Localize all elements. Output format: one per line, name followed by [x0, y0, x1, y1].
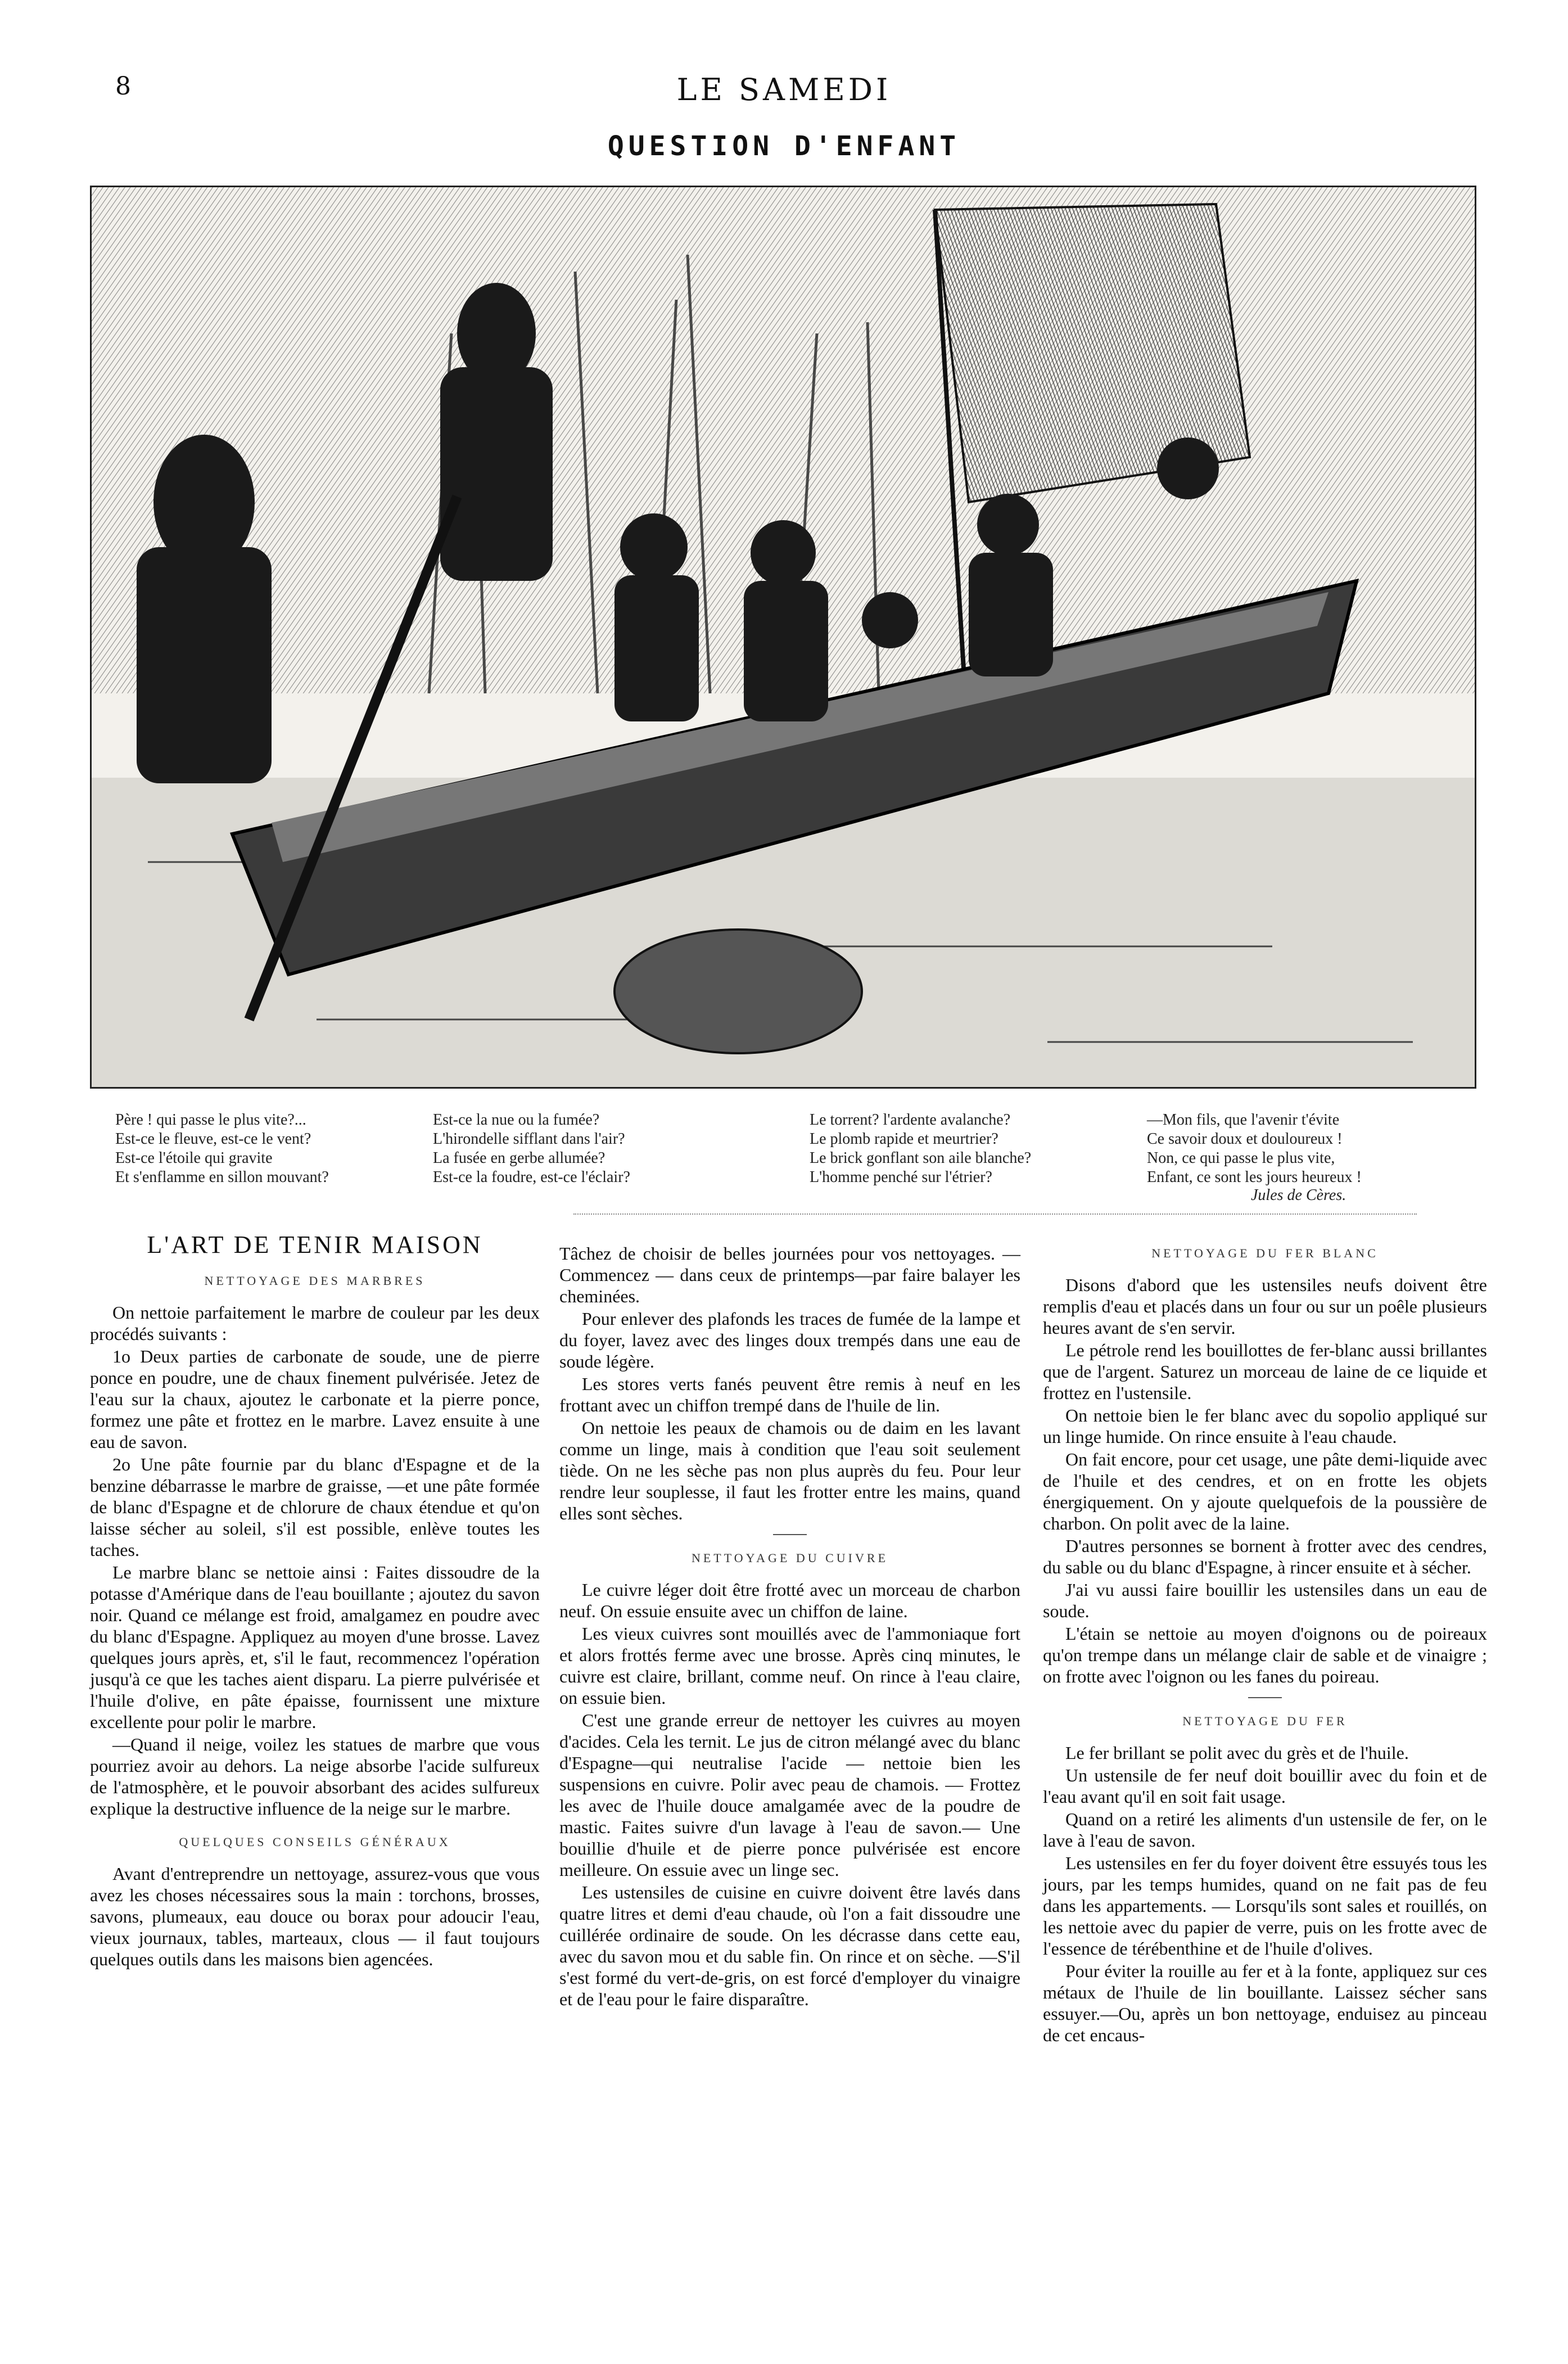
paragraph: Les vieux cuivres sont mouillés avec de l'ammoniaque fort et alors frottés ferme avec une brosse. Après cinq minutes, le cuivre est claire, brillant, comme neuf. On rince à l'eau claire, on essuie bien. — [559, 1623, 1020, 1708]
paragraph: J'ai vu aussi faire bouillir les ustensiles dans un eau de soude. — [1043, 1580, 1487, 1621]
section-heading: QUELQUES CONSEILS GÉNÉRAUX — [179, 1835, 451, 1849]
poem-line: Ce savoir doux et douloureux ! — [1147, 1130, 1343, 1148]
poem-line: Le plomb rapide et meurtrier? — [810, 1130, 998, 1148]
paragraph: Disons d'abord que les ustensiles neufs doivent être remplis d'eau et placés dans un four ou sur un poêle plusieurs heures avant de s'en servir. — [1043, 1275, 1487, 1338]
poem-stanza-2 — [433, 1111, 630, 1187]
poem-line: L'homme penché sur l'étrier? — [810, 1169, 992, 1186]
poem-line: Père ! qui passe le plus vite?... — [115, 1111, 306, 1129]
poem-line: Est-ce la foudre, est-ce l'éclair? — [433, 1169, 630, 1186]
section-rule — [773, 1534, 807, 1535]
dotted-divider — [573, 1213, 1417, 1215]
paragraph: Pour enlever des plafonds les traces de fumée de la lampe et du foyer, lavez avec des linges doux trempés dans une eau de soude légère. — [559, 1309, 1020, 1372]
paragraph: Le fer brillant se polit avec du grès et de l'huile. — [1065, 1743, 1409, 1763]
article-column-3 — [1043, 1243, 1487, 2047]
paragraph: 2o Une pâte fournie par du blanc d'Espagne et de la benzine débarrasse le marbre de graisse, —et une pâte formée de blanc d'Espagne et de chlorure de chaux étendue et qu'on laisse sécher au soleil, s'il est possible, enlève toutes les taches. — [90, 1454, 540, 1560]
paragraph: Les ustensiles de cuisine en cuivre doivent être lavés dans quatre litres et demi d'eau chaude, où l'on a fait dissoudre une cuillérée ordinaire de soude. On les décrasse dans cette eau, avec du savon mou et du sable fin. On rince et on sèche. —S'il s'est formé du vert-de-gris, on est forcé d'employer du vinaigre et de l'eau pour le faire disparaître. — [559, 1882, 1020, 2009]
journal-title: LE SAMEDI — [676, 72, 892, 107]
paragraph: Un ustensile de fer neuf doit bouillir avec du foin et de l'eau avant qu'il en soit fait usage. — [1043, 1765, 1487, 1807]
paragraph: On nettoie les peaux de chamois ou de daim en les lavant comme un linge, mais à condition que l'eau soit seulement tiède. On ne les sèche pas non plus auprès du feu. Pour leur rendre leur souplesse, il faut les frotter entre les mains, quand elles sont sèches. — [559, 1418, 1020, 1523]
boat-scene-image — [92, 187, 1475, 1087]
article-column-2 — [559, 1243, 1020, 2011]
section-title: QUESTION D'ENFANT — [607, 130, 961, 162]
poem-line: La fusée en gerbe allumée? — [433, 1149, 605, 1167]
section-heading: NETTOYAGE DU FER BLANC — [1151, 1246, 1379, 1260]
paragraph: On nettoie bien le fer blanc avec du sopolio appliqué sur un linge humide. On rince ensuite à l'eau chaude. — [1043, 1405, 1487, 1447]
poem-author: Jules de Cères. — [1251, 1186, 1346, 1204]
section-heading: NETTOYAGE DU CUIVRE — [691, 1551, 889, 1565]
paragraph: L'étain se nettoie au moyen d'oignons ou de poireaux qu'on trempe dans un mélange clair de sable et de vinaigre ; on frotte avec l'oignon ou les fanes du poireau. — [1043, 1623, 1487, 1686]
poem-line: Est-ce l'étoile qui gravite — [115, 1149, 273, 1167]
paragraph: Pour éviter la rouille au fer et à la fonte, appliquez sur ces métaux de l'huile de lin bouillante. Laissez sécher sans essuyer.—Ou, après un bon nettoyage, enduisez au pinceau de cet encaus- — [1043, 1961, 1487, 2045]
article-column-1 — [90, 1231, 540, 1971]
paragraph: On nettoie parfaitement le marbre de couleur par les deux procédés suivants : — [90, 1302, 540, 1344]
paragraph: 1o Deux parties de carbonate de soude, une de pierre ponce en poudre, une de chaux finement pulvérisée. Jetez de l'eau sur la chaux, ajoutez le carbonate et la pierre ponce, formez une pâte et frottez en le marbre. Lavez ensuite à une eau de savon. — [90, 1346, 540, 1452]
poem-stanza-4 — [1147, 1111, 1362, 1187]
poem-line: Et s'enflamme en sillon mouvant? — [115, 1169, 329, 1186]
page-number: 8 — [115, 72, 131, 101]
section-rule — [1248, 1697, 1282, 1698]
engraving-illustration — [90, 186, 1476, 1089]
poem-line: Le torrent? l'ardente avalanche? — [810, 1111, 1011, 1129]
paragraph: C'est une grande erreur de nettoyer les cuivres au moyen d'acides. Cela les ternit. Le jus de citron mélangé avec du blanc d'Espagne—qui neutralise l'acide — nettoie bien les suspensions en cuivre. Polir avec peau de chamois. — Frottez les avec de l'huile douce amalgamée avec de la poudre de mastic. Faites suivre d'un lavage à l'eau de savon.— Une bouillie d'huile et de pierre ponce pulvérisée est encore meilleure. On essuie avec un linge sec. — [559, 1710, 1020, 1880]
paragraph: Quand on a retiré les aliments d'un ustensile de fer, on le lave à l'eau de savon. — [1043, 1809, 1487, 1851]
poem-line: Non, ce qui passe le plus vite, — [1147, 1149, 1335, 1167]
paragraph: Avant d'entreprendre un nettoyage, assurez-vous que vous avez les choses nécessaires sous la main : torchons, brosses, savons, plumeaux, eau douce ou borax pour adoucir l'eau, vieux journaux, tables, marteaux, clous — il faut toujours quelques outils dans les maisons bien agencées. — [90, 1864, 540, 1969]
paragraph: Le pétrole rend les bouillottes de fer-blanc aussi brillantes que de l'argent. Saturez un morceau de laine de ce liquide et frottez en l'ustensile. — [1043, 1340, 1487, 1403]
poem-stanza-1 — [115, 1111, 329, 1187]
poem-line: Est-ce le fleuve, est-ce le vent? — [115, 1130, 311, 1148]
paragraph: Le marbre blanc se nettoie ainsi : Faites dissoudre de la potasse d'Amérique dans de l'eau bouillante ; ajoutez du savon noir. Quand ce mélange est froid, amalgamez en poudre avec du blanc d'Espagne. Appliquez au moyen d'une brosse. Lavez quelques jours après, et, s'il le faut, recommencez l'opération jusqu'à ce que les taches aient disparu. La pierre pulvérisée et l'huile d'olive, en pâte épaisse, fournissent une mixture excellente pour polir le marbre. — [90, 1562, 540, 1732]
section-heading: NETTOYAGE DU FER — [1182, 1714, 1348, 1728]
poem-line: Le brick gonflant son aile blanche? — [810, 1149, 1032, 1167]
paragraph: Tâchez de choisir de belles journées pour vos nettoyages. — Commencez — dans ceux de printemps—par faire balayer les cheminées. — [559, 1243, 1020, 1306]
section-heading: NETTOYAGE DES MARBRES — [204, 1274, 426, 1288]
paragraph: Les ustensiles en fer du foyer doivent être essuyés tous les jours, par les temps humides, quand on ne fait pas de feu dans les appartements. — Lorsqu'ils sont sales et rouillés, on les nettoie avec du papier de verre, puis on les frotte avec de l'essence de térébenthine et de l'huile d'olives. — [1043, 1853, 1487, 1959]
poem-line: Enfant, ce sont les jours heureux ! — [1147, 1169, 1362, 1186]
paragraph: On fait encore, pour cet usage, une pâte demi-liquide avec de l'huile et des cendres, et on en frotte les objets énergiquement. On y ajoute quelquefois de la poussière de charbon. On polit avec de la laine. — [1043, 1449, 1487, 1533]
paragraph: D'autres personnes se bornent à frotter avec des cendres, du sable ou du blanc d'Espagne, à rincer ensuite et à sécher. — [1043, 1536, 1487, 1577]
poem-line: L'hirondelle sifflant dans l'air? — [433, 1130, 625, 1148]
paragraph: Les stores verts fanés peuvent être remis à neuf en les frottant avec un chiffon trempé dans de l'huile de lin. — [559, 1374, 1020, 1415]
article-title: L'ART DE TENIR MAISON — [147, 1231, 483, 1258]
poem-line: Est-ce la nue ou la fumée? — [433, 1111, 600, 1129]
poem-line: —Mon fils, que l'avenir t'évite — [1147, 1111, 1340, 1129]
paragraph: —Quand il neige, voilez les statues de marbre que vous pourriez avoir au dehors. La neige absorbe l'acide sulfureux de l'atmosphère, et le pouvoir absorbant des acides sulfureux explique la destructive influence de la neige sur le marbre. — [90, 1734, 540, 1819]
paragraph: Le cuivre léger doit être frotté avec un morceau de charbon neuf. On essuie ensuite avec un chiffon de laine. — [559, 1580, 1020, 1621]
poem-stanza-3 — [810, 1111, 1031, 1187]
